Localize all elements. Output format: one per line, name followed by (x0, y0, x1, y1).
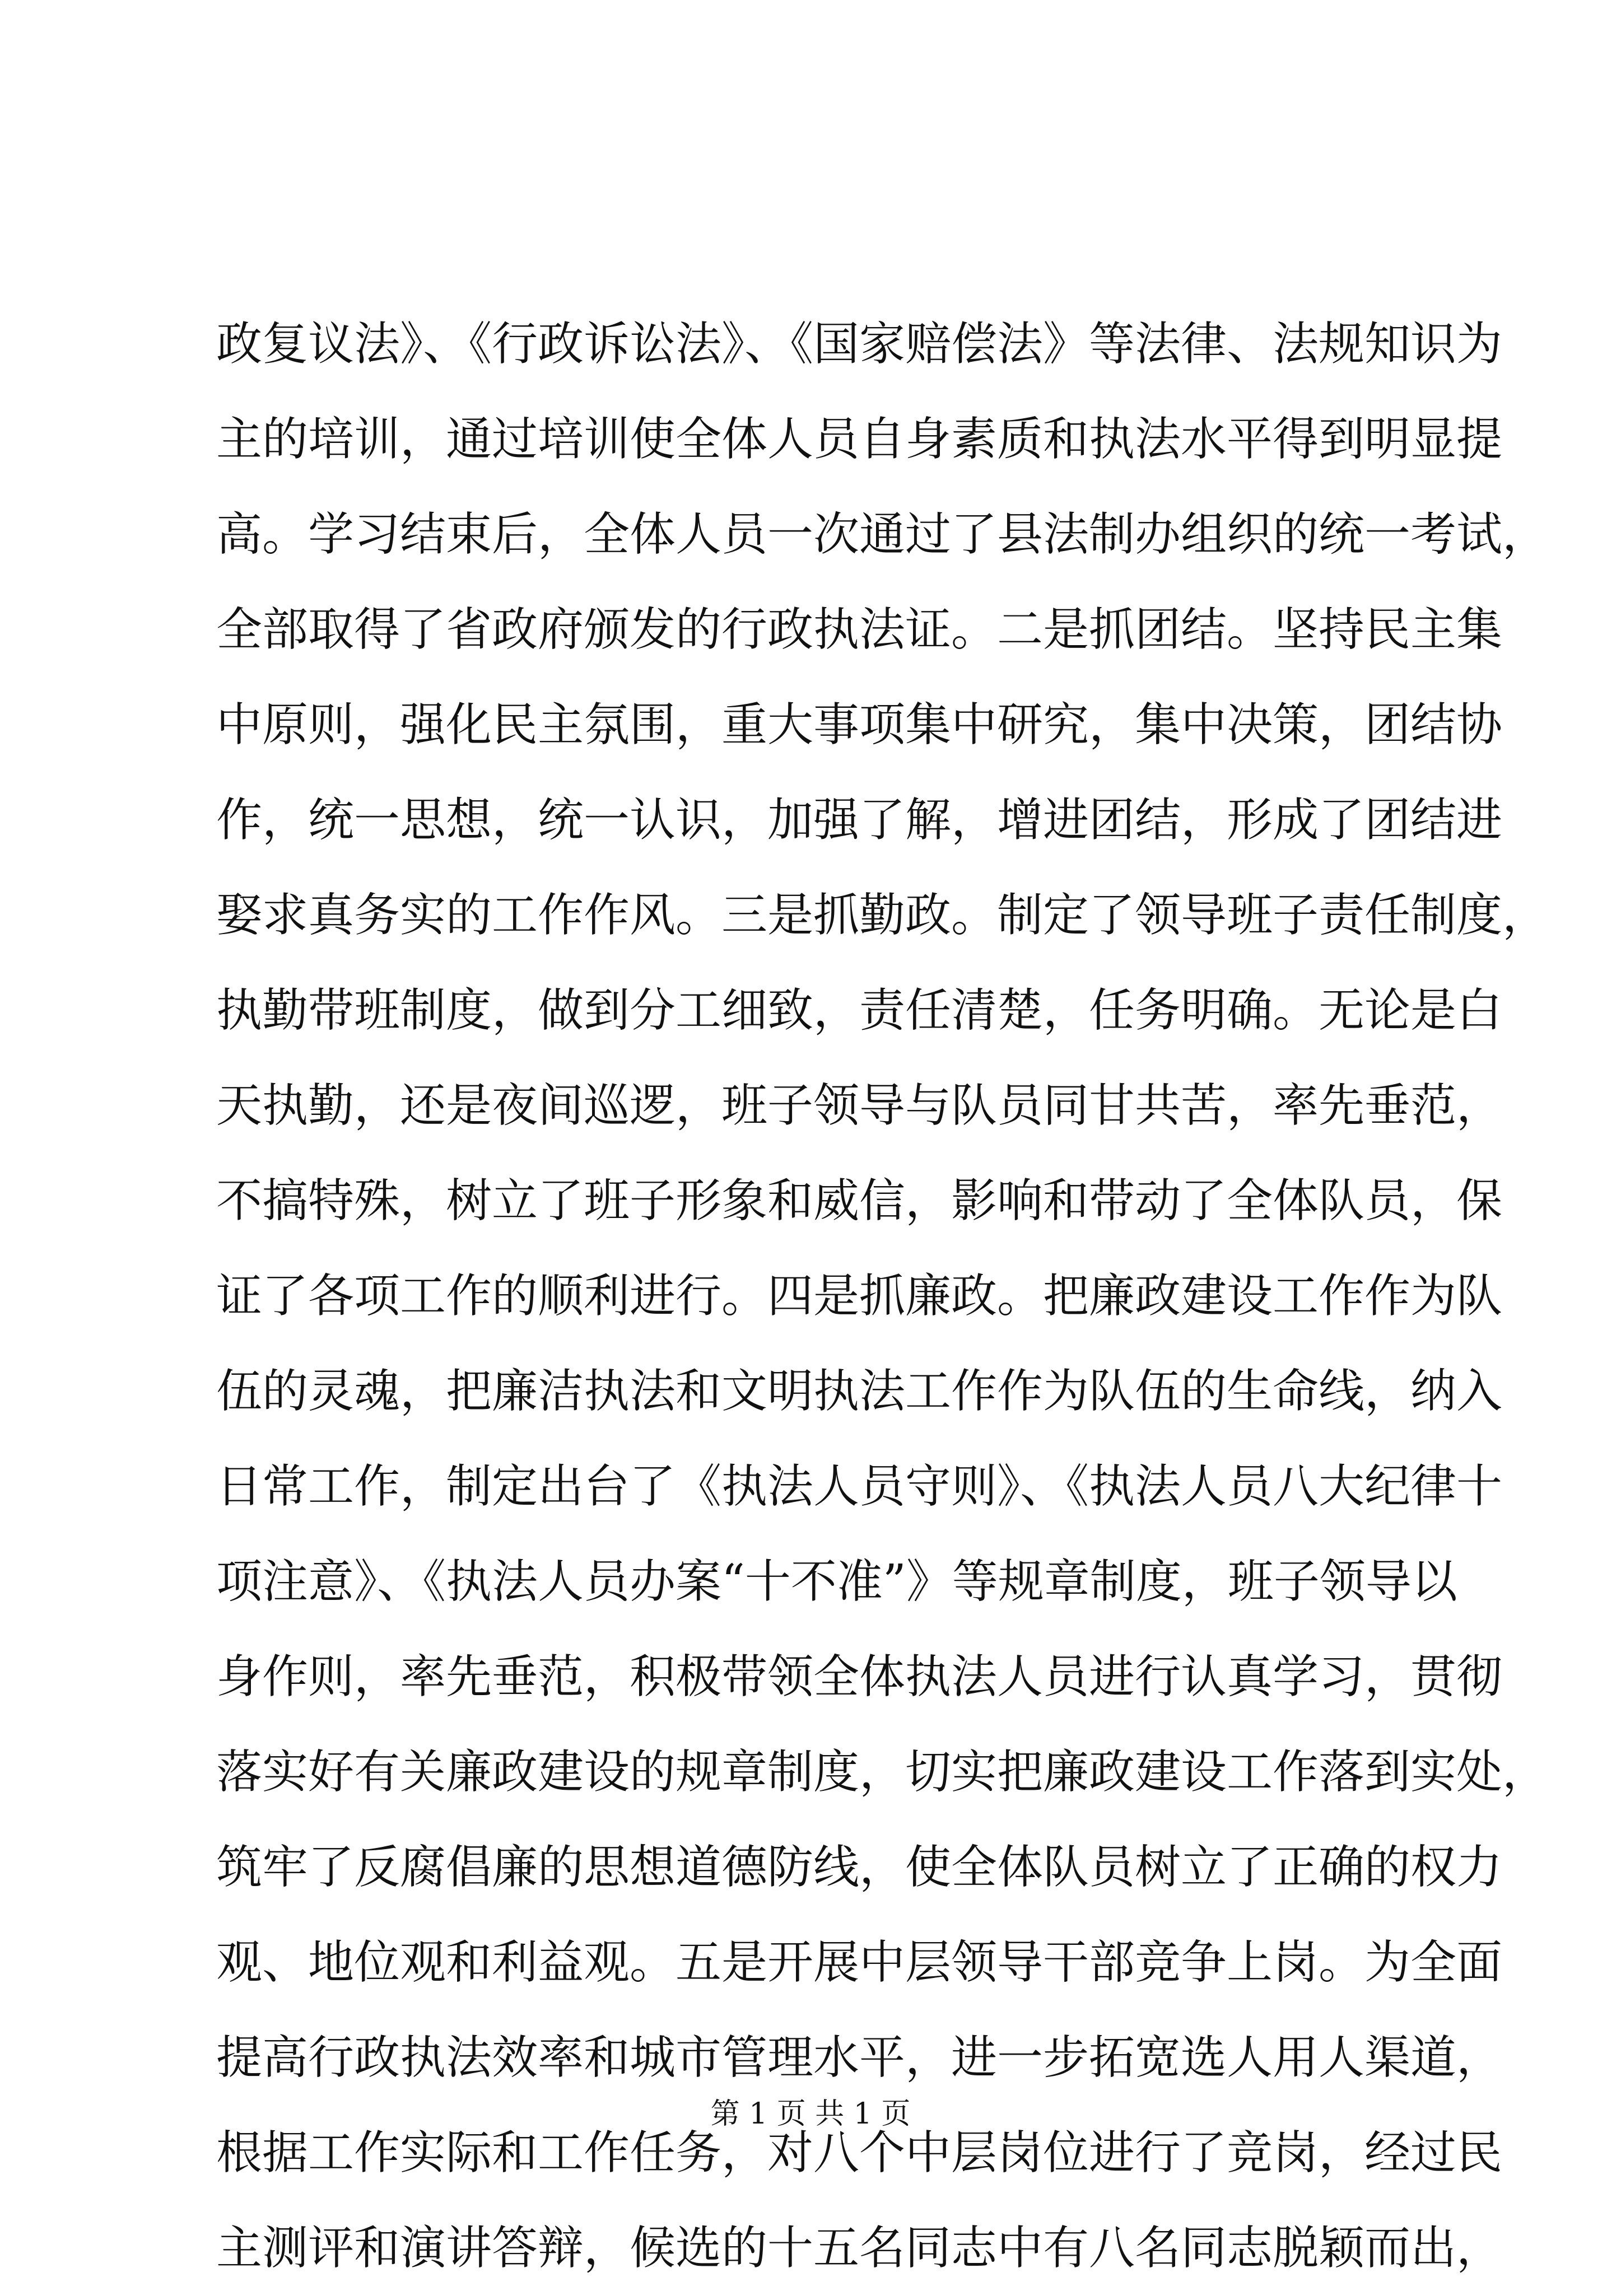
text-line: 高。学习结束后，全体人员一次通过了县法制办组织的统一考试， (216, 508, 1549, 561)
text-line: 主测评和演讲答辩，候选的十五名同志中有八名同志脱颖而出， (216, 2222, 1503, 2275)
document-body (216, 297, 1549, 2296)
text-line: 根据工作实际和工作任务，对八个中层岗位进行了竞岗，经过民 (216, 2126, 1503, 2180)
text-line: 作，统一思想，统一认识，加强了解，增进团结，形成了团结进 (216, 794, 1503, 847)
text-line: 日常工作，制定出台了《执法人员守则》、《执法人员八大纪律十 (216, 1460, 1503, 1513)
text-line: 身作则，率先垂范，积极带领全体执法人员进行认真学习，贯彻 (216, 1650, 1503, 1704)
text-line: 伍的灵魂，把廉洁执法和文明执法工作作为队伍的生命线，纳入 (216, 1365, 1503, 1418)
text-line: 娶求真务实的工作作风。三是抓勤政。制定了领导班子责任制度， (216, 889, 1549, 942)
text-line: 筑牢了反腐倡廉的思想道德防线，使全体队员树立了正确的权力 (216, 1841, 1503, 1894)
text-line: 落实好有关廉政建设的规章制度，切实把廉政建设工作落到实处， (216, 1746, 1549, 1799)
text-line: 全部取得了省政府颁发的行政执法证。二是抓团结。坚持民主集 (216, 603, 1503, 656)
text-line: 主的培训，通过培训使全体人员自身素质和执法水平得到明显提 (216, 413, 1503, 466)
text-line: 观、地位观和利益观。五是开展中层领导干部竞争上岗。为全面 (216, 1936, 1503, 1989)
text-line: 中原则，强化民主氛围，重大事项集中研究，集中决策，团结协 (216, 698, 1503, 752)
text-line: 不搞特殊，树立了班子形象和威信，影响和带动了全体队员，保 (216, 1174, 1503, 1228)
text-line: 执勤带班制度，做到分工细致，责任清楚，任务明确。无论是白 (216, 984, 1503, 1037)
page-footer (0, 2092, 1621, 2136)
text-line: 项注意》、《执法人员办案“十不准”》等规章制度，班子领导以 (216, 1555, 1457, 1608)
text-line: 提高行政执法效率和城市管理水平，进一步拓宽选人用人渠道， (216, 2031, 1503, 2084)
page-number-label: 第 1 页 共 1 页 (710, 2097, 911, 2131)
text-line: 天执勤，还是夜间巡逻，班子领导与队员同甘共苦，率先垂范， (216, 1079, 1503, 1132)
text-line: 证了各项工作的顺利进行。四是抓廉政。把廉政建设工作作为队 (216, 1270, 1503, 1323)
text-line: 政复议法》、《行政诉讼法》、《国家赔偿法》等法律、法规知识为 (216, 318, 1503, 371)
